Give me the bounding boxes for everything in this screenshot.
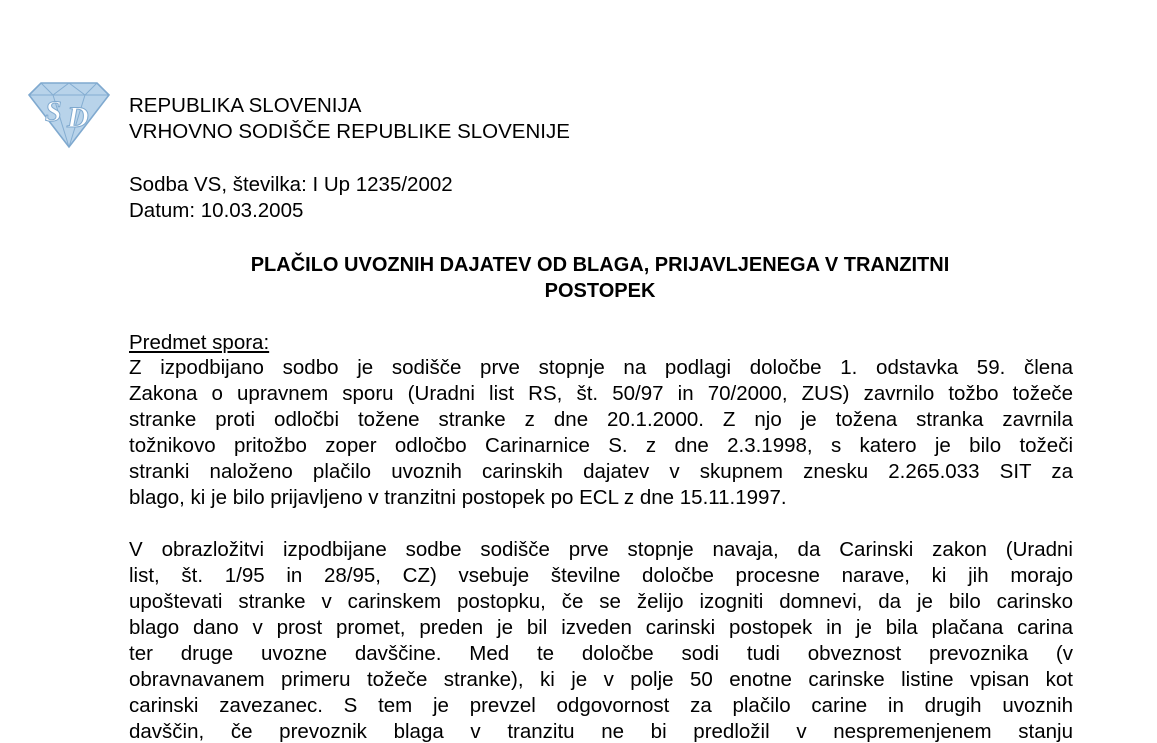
paragraph-line: list, št. 1/95 in 28/95, CZ) vsebuje številne določbe procesne narave, ki jih morajo bbox=[129, 564, 1073, 587]
section-heading: Predmet spora: bbox=[129, 331, 270, 354]
svg-text:D: D bbox=[67, 101, 89, 134]
title-line-1: PLAČILO UVOZNIH DAJATEV OD BLAGA, PRIJAVLJENEGA V TRANZITNI bbox=[250, 254, 950, 276]
document-title bbox=[160, 252, 1040, 304]
title-line-2: POSTOPEK bbox=[544, 280, 656, 302]
paragraph-2 bbox=[129, 537, 1073, 743]
svg-text:S: S bbox=[45, 95, 62, 128]
case-number: Sodba VS, številka: I Up 1235/2002 bbox=[129, 173, 453, 196]
judgment-date: Datum: 10.03.2005 bbox=[129, 199, 304, 222]
paragraph-line: V obrazložitvi izpodbijane sodbe sodišče prve stopnje navaja, da Carinski zakon (Uradni bbox=[129, 538, 1073, 561]
paragraph-line: davščin, če prevoznik blaga v tranzitu ne bi predložil v nespremenjenem stanju bbox=[129, 720, 1073, 743]
court-name: VRHOVNO SODIŠČE REPUBLIKE SLOVENIJE bbox=[129, 120, 570, 143]
paragraph-line: Z izpodbijano sodbo je sodišče prve stopnje na podlagi določbe 1. odstavka 59. člena bbox=[129, 356, 1073, 379]
paragraph-line: ter druge uvozne davščine. Med te določbe sodi tudi obveznost prevoznika (v bbox=[129, 642, 1073, 665]
supreme-court-emblem-icon bbox=[27, 77, 111, 149]
paragraph-line: upoštevati stranke v carinskem postopku, če se želijo izogniti domnevi, da je bilo carinsko bbox=[129, 590, 1073, 613]
paragraph-line: obravnavanem primeru tožeče stranke), ki je v polje 50 enotne carinske listine vpisan kot bbox=[129, 668, 1073, 691]
country-name: REPUBLIKA SLOVENIJA bbox=[129, 94, 362, 117]
paragraph-line: Zakona o upravnem sporu (Uradni list RS, št. 50/97 in 70/2000, ZUS) zavrnilo tožbo tožeče bbox=[129, 382, 1073, 405]
paragraph-line: stranki naloženo plačilo uvoznih carinskih dajatev v skupnem znesku 2.265.033 SIT za bbox=[129, 460, 1073, 483]
paragraph-1 bbox=[129, 355, 1073, 511]
paragraph-line: blago dano v prost promet, preden je bil izveden carinski postopek in je bila plačana carina bbox=[129, 616, 1073, 639]
paragraph-line: stranke proti odločbi tožene stranke z dne 20.1.2000. Z njo je tožena stranka zavrnila bbox=[129, 408, 1073, 431]
paragraph-line: carinski zavezanec. S tem je prevzel odgovornost za plačilo carine in drugih uvoznih bbox=[129, 694, 1073, 717]
paragraph-line: blago, ki je bilo prijavljeno v tranzitni postopek po ECL z dne 15.11.1997. bbox=[129, 486, 787, 509]
paragraph-line: tožnikovo pritožbo zoper odločbo Carinarnice S. z dne 2.3.1998, s katero je bilo tožeči bbox=[129, 434, 1073, 457]
